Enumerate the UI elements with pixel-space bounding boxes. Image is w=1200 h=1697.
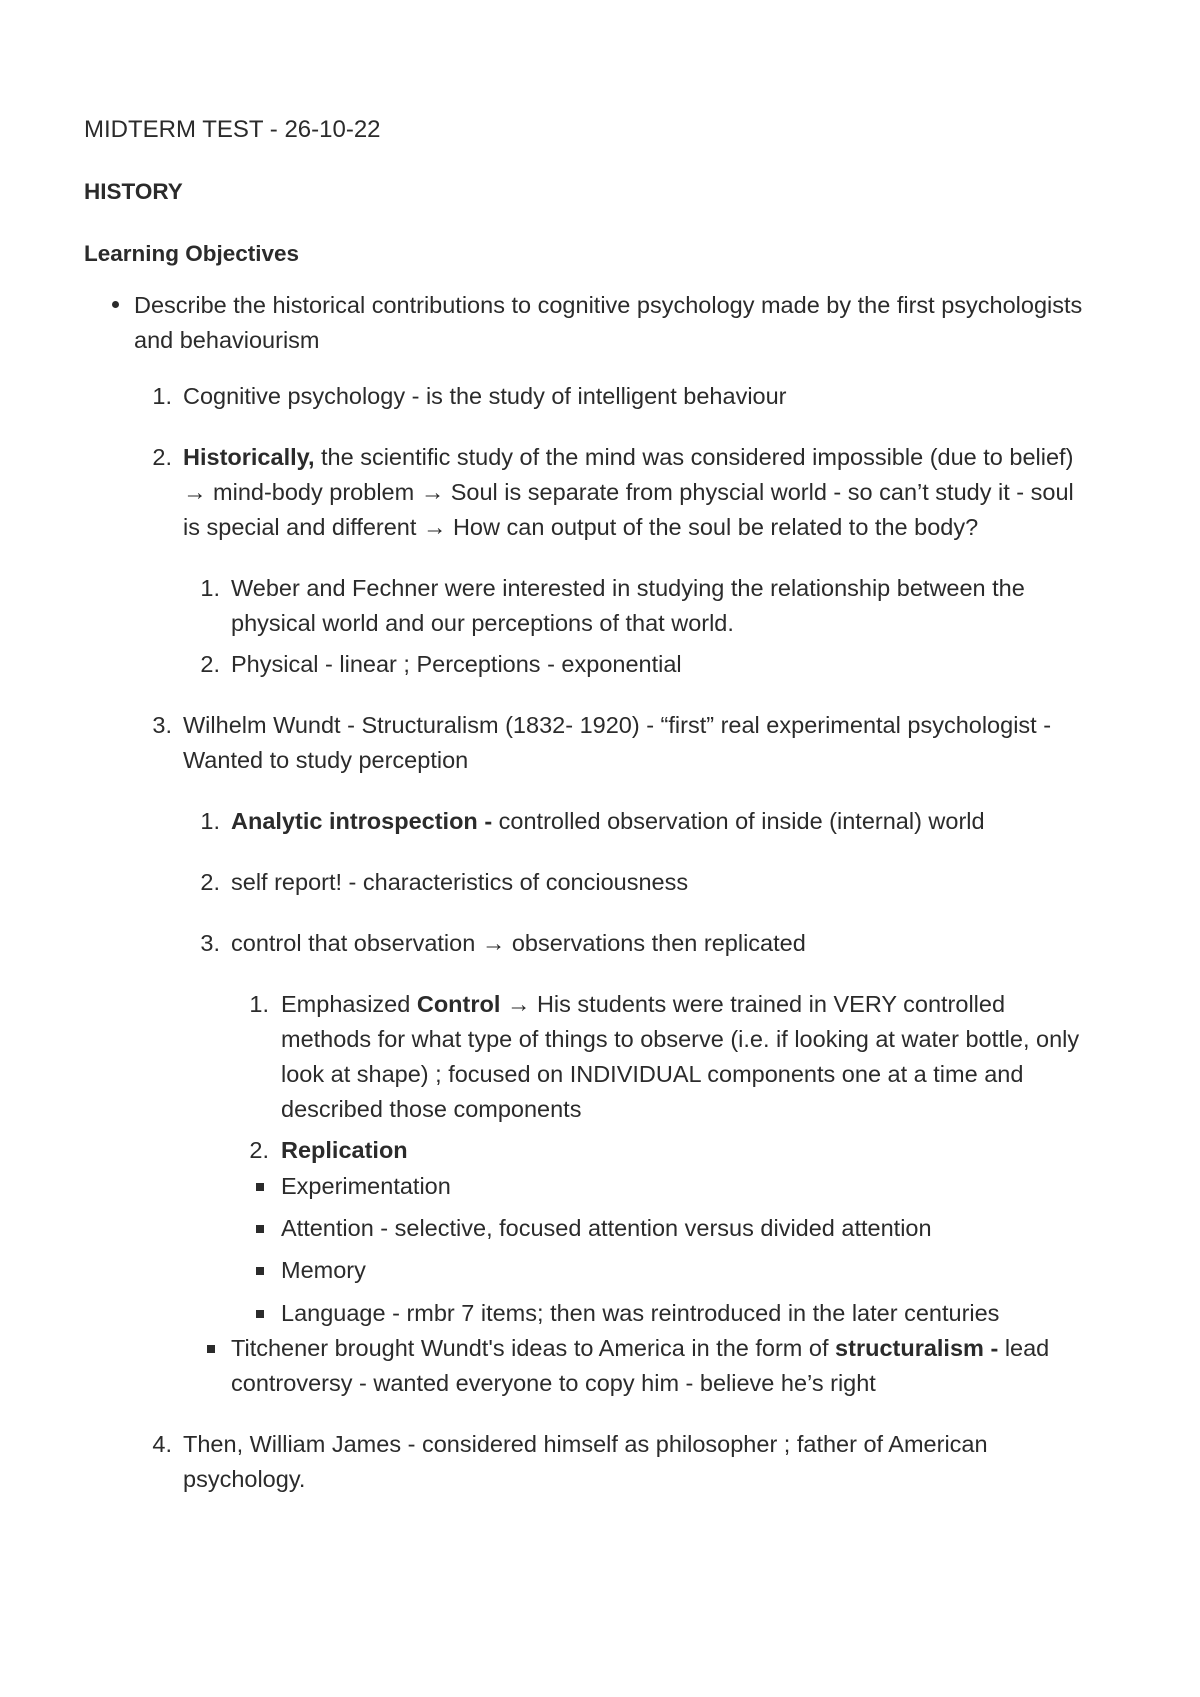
list-marker: 1. [249, 991, 269, 1017]
list-marker: 2. [152, 444, 172, 470]
list-marker: 1. [200, 575, 220, 601]
bullet-item: Memory [281, 1257, 366, 1283]
bullet-item-line: controversy - wanted everyone to copy him - believe he’s right [231, 1370, 876, 1396]
square-bullet [256, 1225, 264, 1233]
list-item-line: Wanted to study perception [183, 747, 469, 773]
deep-item-line: look at shape) ; focused on INDIVIDUAL components one at a time and [281, 1061, 1024, 1087]
list-item-line: is special and different → How can output of the soul be related to the body? [183, 514, 979, 540]
document-title: MIDTERM TEST - 26-10-22 [84, 116, 381, 143]
bullet-item-text: lead [998, 1335, 1050, 1361]
list-item: Then, William James - considered himself as philosopher ; father of American [183, 1431, 988, 1457]
square-bullet [256, 1183, 264, 1191]
deep-item-line: described those components [281, 1096, 582, 1122]
deep-item-line: methods for what type of things to observe (i.e. if looking at water bottle, only [281, 1026, 1080, 1052]
bullet-item-text: Titchener brought Wundt's ideas to America in the form of [231, 1335, 836, 1361]
bullet-item: Experimentation [281, 1173, 451, 1199]
list-marker: 1. [200, 808, 220, 834]
sub-item: Weber and Fechner were interested in studying the relationship between the [231, 575, 1025, 601]
section-heading: HISTORY [84, 179, 183, 204]
list-item-text: the scientific study of the mind was considered impossible (due to belief) [314, 444, 1074, 470]
list-item: Wilhelm Wundt - Structuralism (1832- 1920) - “first” real experimental psychologist - [183, 712, 1052, 738]
list-marker: 4. [152, 1431, 172, 1457]
list-item-line: psychology. [183, 1466, 306, 1492]
list-marker: 3. [152, 712, 172, 738]
objective-line: and behaviourism [134, 327, 320, 353]
square-bullet [207, 1345, 215, 1353]
list-marker: 3. [200, 930, 220, 956]
square-bullet [256, 1310, 264, 1318]
bold-term: Historically, [183, 444, 315, 470]
list-marker: 2. [200, 869, 220, 895]
bullet-item: Attention - selective, focused attention versus divided attention [281, 1215, 932, 1241]
deep-item-text: Emphasized [281, 991, 417, 1017]
bold-term: structuralism - [835, 1335, 999, 1361]
list-marker: 2. [200, 651, 220, 677]
list-item-line: → mind-body problem → Soul is separate from physcial world - so can’t study it - soul [183, 479, 1074, 505]
list-marker: 2. [249, 1137, 269, 1163]
bullet-dot [112, 301, 119, 308]
bold-term: Control [416, 991, 501, 1017]
square-bullet [256, 1267, 264, 1275]
sub-item: Physical - linear ; Perceptions - exponential [231, 651, 682, 677]
deep-item-text: → His students were trained in VERY controlled [500, 991, 1006, 1017]
list-item [183, 439, 1073, 475]
list-marker: 1. [152, 383, 172, 409]
sub-item-line: physical world and our perceptions of that world. [231, 610, 734, 636]
bullet-item: Language - rmbr 7 items; then was reintroduced in the later centuries [281, 1300, 1000, 1326]
sub-item: self report! - characteristics of conciousness [231, 869, 689, 895]
list-item: Cognitive psychology - is the study of intelligent behaviour [183, 383, 787, 409]
bold-term: Replication [281, 1137, 408, 1163]
subheading: Learning Objectives [84, 241, 300, 266]
sub-item [231, 803, 985, 839]
deep-item [281, 986, 1005, 1022]
deep-item [281, 1132, 408, 1168]
bold-term: Analytic introspection - [231, 808, 493, 834]
sub-item: control that observation → observations then replicated [231, 930, 806, 956]
bullet-item [231, 1330, 1049, 1366]
objective-line: Describe the historical contributions to cognitive psychology made by the first psychologists [134, 292, 1083, 318]
sub-item-text: controlled observation of inside (internal) world [492, 808, 985, 834]
